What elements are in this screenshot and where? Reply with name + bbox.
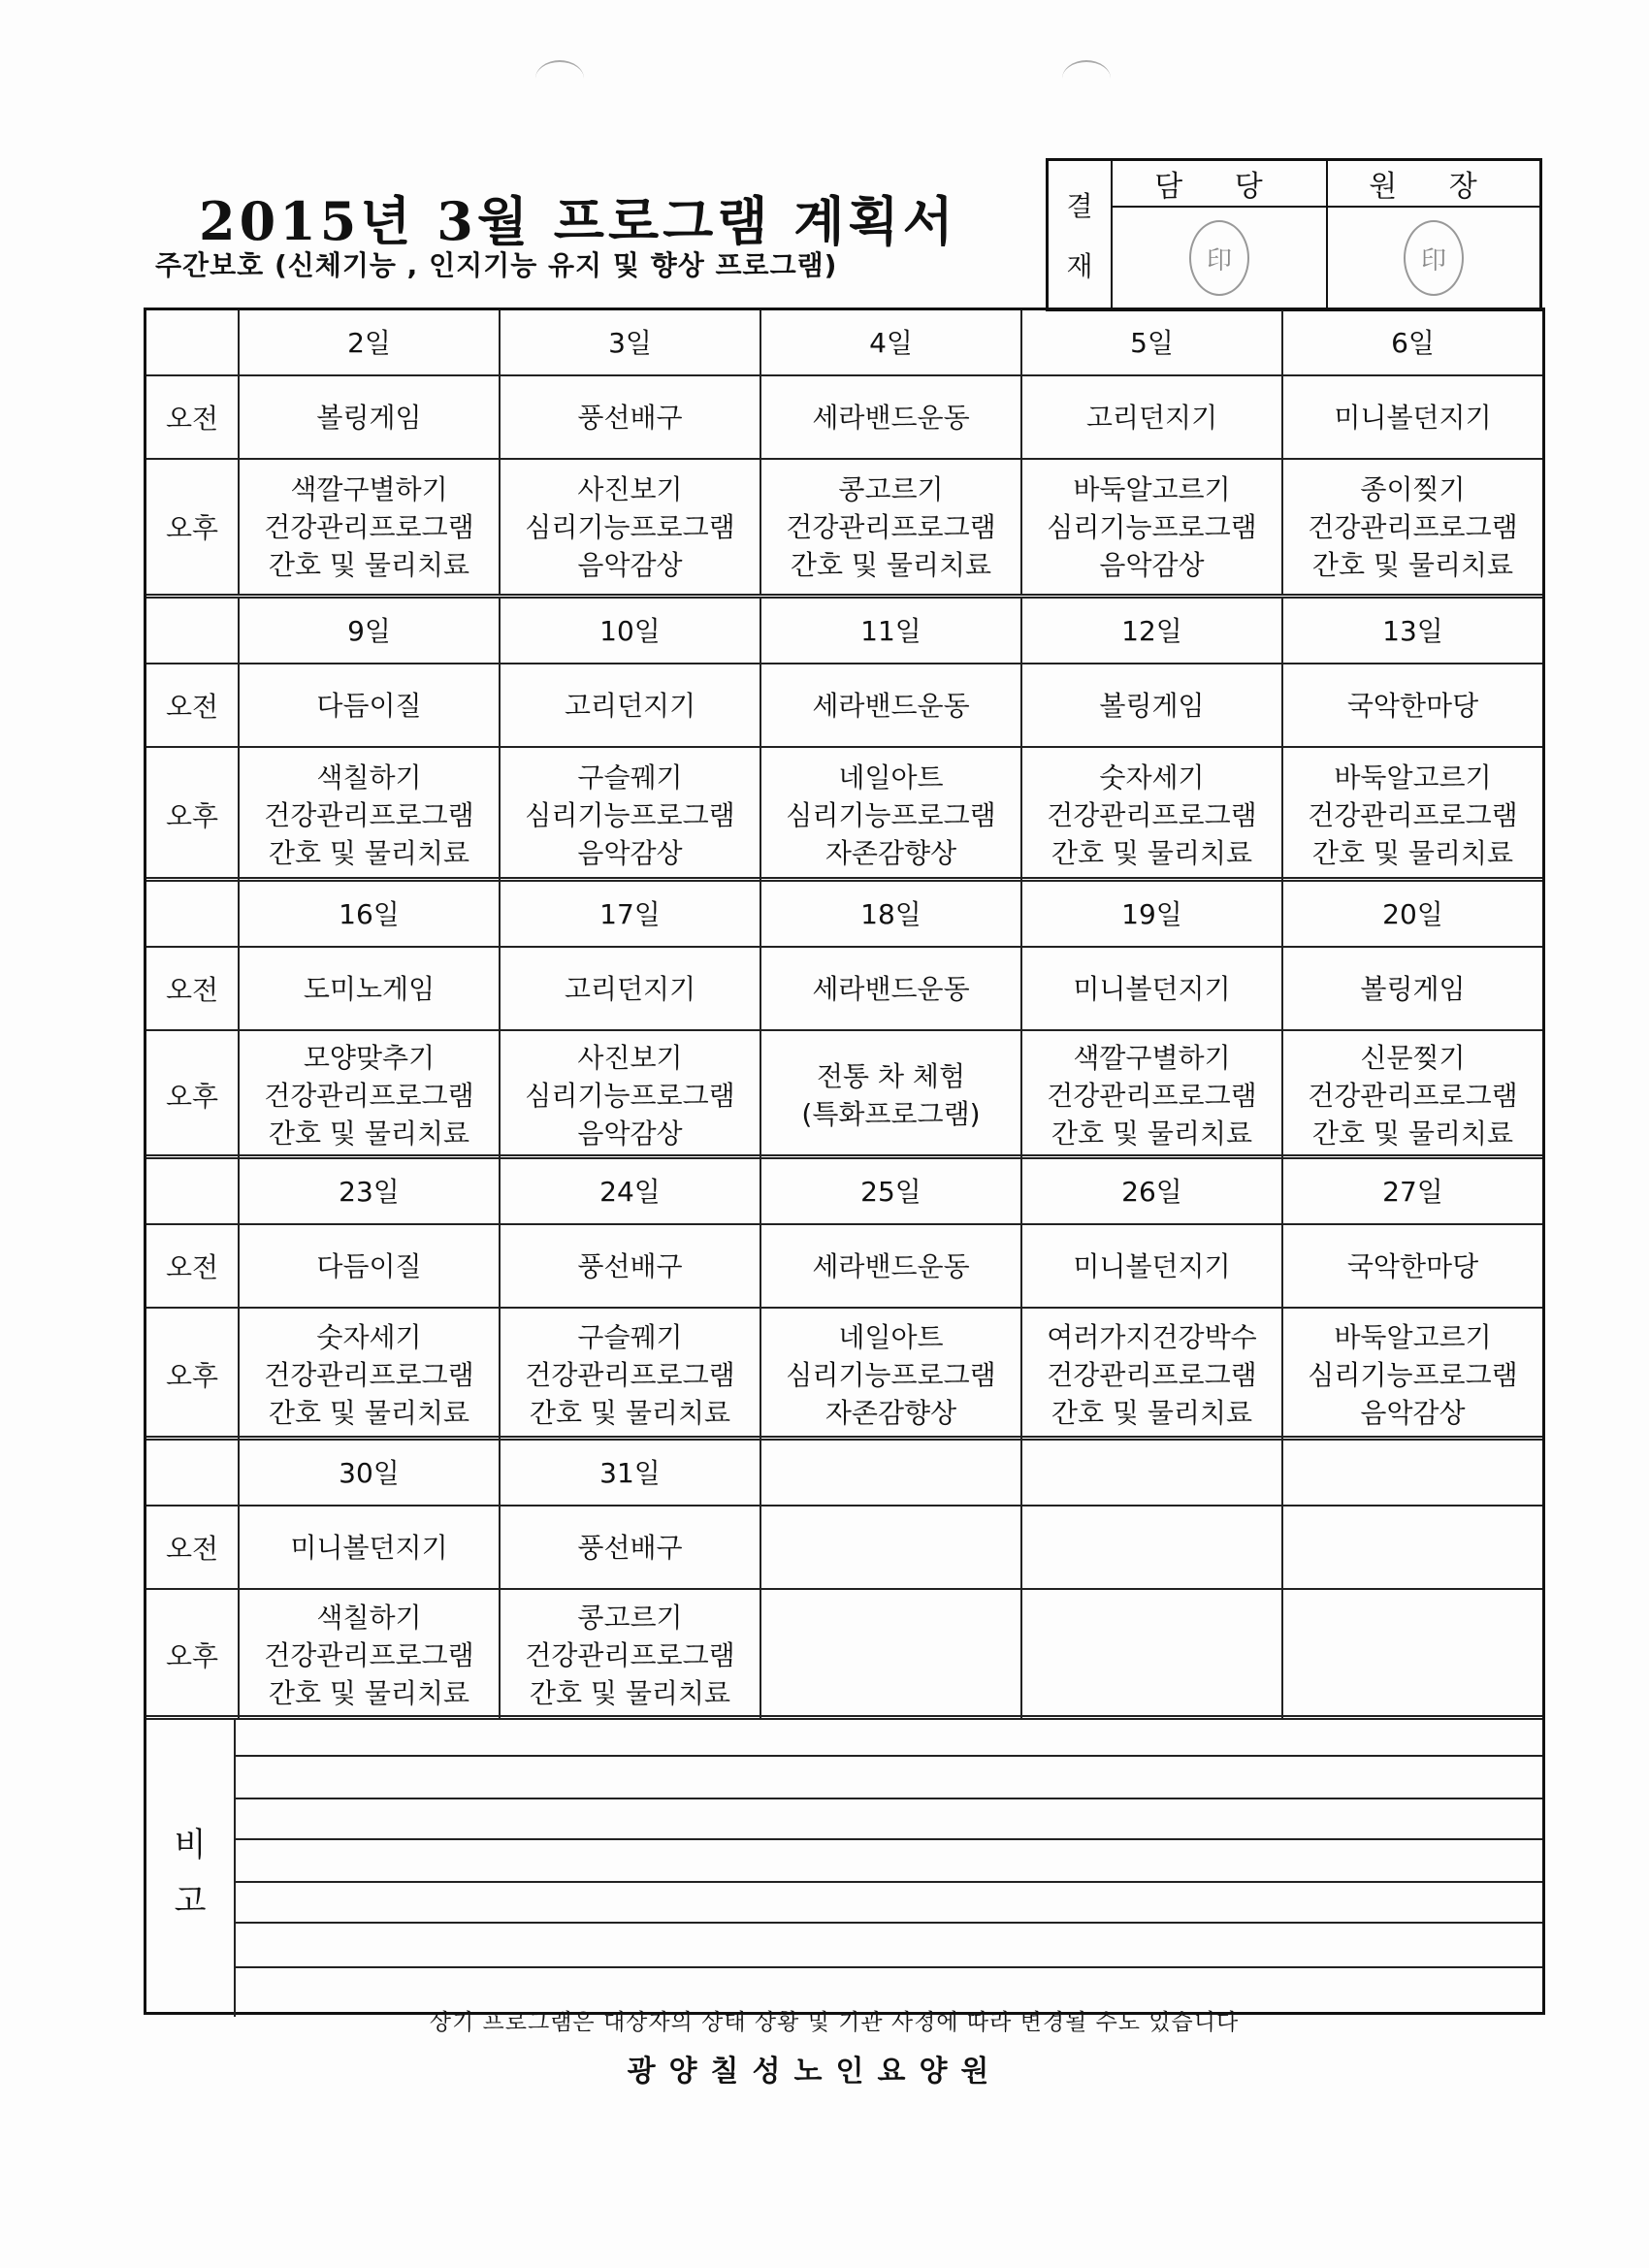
week-block <box>146 310 1542 594</box>
morning-label: 오전 <box>146 1225 240 1307</box>
program-line: 간호 및 물리치료 <box>529 1676 731 1709</box>
date-cell: 5일 <box>1022 310 1283 374</box>
afternoon-program-cell <box>1022 460 1283 594</box>
program-line: 사진보기 <box>577 472 683 505</box>
organization-name: 광양칠성노인요양원 <box>627 2055 1003 2089</box>
program-line: 바둑알고르기 <box>1073 472 1231 505</box>
page-subtitle: 주간보호 (신체기능 , 인지기능 유지 및 향상 프로그램) <box>155 249 838 281</box>
morning-program-cell: 미니볼던지기 <box>1022 1225 1283 1307</box>
morning-program-cell <box>761 1507 1022 1588</box>
afternoon-program-cell <box>1283 1031 1542 1159</box>
week-block <box>146 1154 1542 1441</box>
morning-program-cell: 볼링게임 <box>1360 972 1466 1005</box>
morning-program-cell: 세라밴드운동 <box>761 376 1022 458</box>
afternoon-label: 오후 <box>146 1031 240 1159</box>
afternoon-program-cell <box>761 460 1022 594</box>
program-line: 심리기능프로그램 <box>786 1358 996 1391</box>
afternoon-program-cell <box>1022 748 1283 882</box>
morning-program-cell: 미니볼던지기 <box>1334 401 1492 434</box>
remarks-lines <box>236 1720 1542 2017</box>
page-title: 2015년 3월 프로그램 계획서 <box>199 190 957 252</box>
date-cell: 26일 <box>1022 1159 1283 1223</box>
date-cell <box>1022 1441 1283 1505</box>
date-cell: 16일 <box>240 882 501 946</box>
program-line: 음악감상 <box>1099 548 1205 581</box>
date-cell: 19일 <box>1022 882 1283 946</box>
afternoon-row <box>146 1029 1542 1159</box>
afternoon-program-cell <box>240 1309 501 1441</box>
remarks-rule-line <box>236 1838 1542 1840</box>
afternoon-label: 오후 <box>146 460 240 594</box>
date-cell: 4일 <box>761 310 1022 374</box>
afternoon-program-cell <box>501 748 761 882</box>
program-line: 바둑알고르기 <box>1334 761 1492 794</box>
remarks-label-char: 고 <box>174 1882 207 1921</box>
date-cell: 17일 <box>501 882 761 946</box>
afternoon-program-cell <box>501 460 761 594</box>
program-line: 건강관리프로그램 <box>1047 1358 1257 1391</box>
blank-label-cell <box>146 310 240 374</box>
program-line: 건강관리프로그램 <box>525 1638 735 1671</box>
morning-label: 오전 <box>146 1507 240 1588</box>
date-cell <box>761 1441 1022 1505</box>
remarks-rule-line <box>236 1798 1542 1799</box>
afternoon-row <box>146 1588 1542 1720</box>
program-line: 자존감향상 <box>824 1396 957 1429</box>
program-line: 간호 및 물리치료 <box>268 548 470 581</box>
program-line: 숫자세기 <box>316 1320 422 1353</box>
program-line: 색칠하기 <box>316 761 422 794</box>
morning-program-cell: 볼링게임 <box>1022 664 1283 746</box>
afternoon-program-cell <box>761 1590 1022 1720</box>
program-line: 건강관리프로그램 <box>786 510 996 543</box>
date-cell: 31일 <box>501 1441 761 1505</box>
morning-program-cell: 볼링게임 <box>240 376 501 458</box>
program-line: 종이찢기 <box>1360 472 1466 505</box>
program-line: 건강관리프로그램 <box>264 798 474 831</box>
manager-seal-icon: 印 <box>1189 220 1249 296</box>
morning-program-cell: 도미노게임 <box>240 948 501 1029</box>
approval-director-stamp-cell <box>1326 208 1539 308</box>
footer-note: 상기 프로그램은 대상자의 상태 상황 및 기관 사정에 따라 변경될 수도 있습니다 <box>429 2010 1240 2035</box>
afternoon-program-cell <box>240 460 501 594</box>
remarks-section <box>146 1715 1542 2017</box>
program-line: 심리기능프로그램 <box>786 798 996 831</box>
schedule-table <box>144 308 1545 2015</box>
morning-program-cell: 풍선배구 <box>501 1507 761 1588</box>
program-line: 콩고르기 <box>577 1601 683 1634</box>
program-line: 간호 및 물리치료 <box>268 1396 470 1429</box>
program-line: 사진보기 <box>577 1041 683 1074</box>
program-line: 간호 및 물리치료 <box>1311 1117 1514 1150</box>
program-line: 심리기능프로그램 <box>525 510 735 543</box>
morning-program-cell: 세라밴드운동 <box>761 948 1022 1029</box>
afternoon-label: 오후 <box>146 1590 240 1720</box>
program-line: 건강관리프로그램 <box>1308 510 1518 543</box>
approval-col-director: 원 장 <box>1326 161 1539 208</box>
afternoon-row <box>146 1307 1542 1441</box>
morning-program-cell: 미니볼던지기 <box>240 1507 501 1588</box>
morning-program-cell: 세라밴드운동 <box>761 664 1022 746</box>
program-line: 구슬꿰기 <box>577 761 683 794</box>
program-line: 심리기능프로그램 <box>525 798 735 831</box>
approval-col-manager: 담 당 <box>1113 161 1326 208</box>
morning-row <box>146 1505 1542 1588</box>
program-line: 심리기능프로그램 <box>525 1079 735 1112</box>
date-cell: 3일 <box>501 310 761 374</box>
date-row <box>146 1441 1542 1505</box>
afternoon-program-cell <box>240 1590 501 1720</box>
remarks-rule-line <box>236 1755 1542 1757</box>
morning-program-cell: 고리던지기 <box>501 948 761 1029</box>
morning-program-cell: 국악한마당 <box>1346 689 1479 722</box>
afternoon-row <box>146 458 1542 594</box>
date-cell: 20일 <box>1382 897 1443 930</box>
punch-hole-left <box>535 60 584 97</box>
program-line: 간호 및 물리치료 <box>268 1676 470 1709</box>
morning-row <box>146 946 1542 1029</box>
afternoon-program-cell <box>1022 1309 1283 1441</box>
program-line: 건강관리프로그램 <box>264 1358 474 1391</box>
program-line: 네일아트 <box>838 761 944 794</box>
program-line: 간호 및 물리치료 <box>529 1396 731 1429</box>
date-cell: 10일 <box>501 599 761 663</box>
approval-box <box>1046 158 1542 311</box>
punch-hole-right <box>1062 60 1111 97</box>
blank-label-cell <box>146 882 240 946</box>
morning-program-cell: 세라밴드운동 <box>761 1225 1022 1307</box>
afternoon-program-cell <box>1283 460 1542 594</box>
date-cell: 9일 <box>240 599 501 663</box>
afternoon-program-cell <box>761 1031 1022 1159</box>
program-line: 간호 및 물리치료 <box>1051 1117 1253 1150</box>
morning-label: 오전 <box>146 664 240 746</box>
blank-label-cell <box>146 599 240 663</box>
program-line: 심리기능프로그램 <box>1047 510 1257 543</box>
afternoon-program-cell <box>1283 1590 1542 1720</box>
week-block <box>146 1436 1542 1720</box>
afternoon-program-cell <box>1022 1590 1283 1720</box>
date-row <box>146 1159 1542 1223</box>
remarks-label <box>146 1720 236 2017</box>
date-cell: 13일 <box>1382 614 1443 647</box>
program-line: 숫자세기 <box>1099 761 1205 794</box>
program-line: 음악감상 <box>577 548 683 581</box>
date-cell: 27일 <box>1382 1175 1443 1208</box>
week-block <box>146 877 1542 1159</box>
program-line: 색칠하기 <box>316 1601 422 1634</box>
morning-label: 오전 <box>146 376 240 458</box>
program-line: 건강관리프로그램 <box>1047 1079 1257 1112</box>
program-line: 건강관리프로그램 <box>1308 1079 1518 1112</box>
program-line: 건강관리프로그램 <box>264 510 474 543</box>
program-line: 여러가지건강박수 <box>1047 1320 1257 1353</box>
approval-side-label <box>1049 161 1113 308</box>
date-row <box>146 599 1542 663</box>
program-line: 건강관리프로그램 <box>264 1638 474 1671</box>
afternoon-label: 오후 <box>146 748 240 882</box>
program-line: (특화프로그램) <box>801 1098 981 1130</box>
date-cell: 18일 <box>761 882 1022 946</box>
program-line: 심리기능프로그램 <box>1308 1358 1518 1391</box>
program-line: 건강관리프로그램 <box>1047 798 1257 831</box>
program-line: 모양맞추기 <box>303 1041 436 1074</box>
afternoon-program-cell <box>1283 1309 1542 1441</box>
date-cell: 23일 <box>240 1159 501 1223</box>
afternoon-program-cell <box>240 1031 501 1159</box>
morning-program-cell: 미니볼던지기 <box>1022 948 1283 1029</box>
program-line: 간호 및 물리치료 <box>790 548 992 581</box>
afternoon-program-cell <box>761 1309 1022 1441</box>
approval-manager-stamp-cell <box>1113 208 1326 308</box>
morning-program-cell: 고리던지기 <box>1022 376 1283 458</box>
program-line: 색깔구별하기 <box>290 472 448 505</box>
remarks-rule-line <box>236 1881 1542 1883</box>
program-line: 간호 및 물리치료 <box>1051 1396 1253 1429</box>
morning-program-cell <box>1283 1507 1542 1588</box>
blank-label-cell <box>146 1159 240 1223</box>
program-line: 음악감상 <box>1360 1396 1466 1429</box>
date-cell: 25일 <box>761 1159 1022 1223</box>
program-line: 네일아트 <box>838 1320 944 1353</box>
program-line: 건강관리프로그램 <box>525 1358 735 1391</box>
morning-row <box>146 374 1542 458</box>
date-row <box>146 882 1542 946</box>
morning-label: 오전 <box>146 948 240 1029</box>
program-line: 건강관리프로그램 <box>1308 798 1518 831</box>
afternoon-program-cell <box>1283 748 1542 882</box>
afternoon-program-cell <box>501 1031 761 1159</box>
morning-program-cell: 다듬이질 <box>240 1225 501 1307</box>
approval-side-top: 결 <box>1066 190 1093 222</box>
program-line: 간호 및 물리치료 <box>268 1117 470 1150</box>
program-line: 신문찢기 <box>1360 1041 1466 1074</box>
morning-row <box>146 1223 1542 1307</box>
date-cell <box>1283 1441 1542 1505</box>
morning-row <box>146 663 1542 746</box>
morning-program-cell: 다듬이질 <box>240 664 501 746</box>
program-line: 바둑알고르기 <box>1334 1320 1492 1353</box>
date-cell: 12일 <box>1022 599 1283 663</box>
morning-program-cell: 풍선배구 <box>501 376 761 458</box>
program-line: 음악감상 <box>577 1117 683 1150</box>
afternoon-program-cell <box>761 748 1022 882</box>
date-cell: 11일 <box>761 599 1022 663</box>
program-line: 간호 및 물리치료 <box>1311 836 1514 869</box>
afternoon-row <box>146 746 1542 882</box>
remarks-rule-line <box>236 1966 1542 1968</box>
date-cell: 6일 <box>1391 326 1435 359</box>
program-line: 색깔구별하기 <box>1073 1041 1231 1074</box>
morning-program-cell: 고리던지기 <box>501 664 761 746</box>
week-block <box>146 594 1542 882</box>
morning-program-cell: 풍선배구 <box>501 1225 761 1307</box>
blank-label-cell <box>146 1441 240 1505</box>
program-line: 건강관리프로그램 <box>264 1079 474 1112</box>
afternoon-program-cell <box>1022 1031 1283 1159</box>
program-line: 간호 및 물리치료 <box>268 836 470 869</box>
program-line: 간호 및 물리치료 <box>1311 548 1514 581</box>
remarks-rule-line <box>236 1922 1542 1924</box>
approval-side-bottom: 재 <box>1066 250 1093 282</box>
program-line: 음악감상 <box>577 836 683 869</box>
morning-program-cell: 국악한마당 <box>1346 1249 1479 1282</box>
morning-program-cell <box>1022 1507 1283 1588</box>
afternoon-program-cell <box>501 1309 761 1441</box>
program-line: 전통 차 체험 <box>816 1060 966 1092</box>
remarks-label-char: 비 <box>174 1826 207 1864</box>
program-line: 간호 및 물리치료 <box>1051 836 1253 869</box>
program-line: 구슬꿰기 <box>577 1320 683 1353</box>
afternoon-label: 오후 <box>146 1309 240 1441</box>
program-line: 자존감향상 <box>824 836 957 869</box>
date-cell: 24일 <box>501 1159 761 1223</box>
director-seal-icon: 印 <box>1404 220 1464 296</box>
date-cell: 2일 <box>240 310 501 374</box>
program-line: 콩고르기 <box>838 472 944 505</box>
afternoon-program-cell <box>240 748 501 882</box>
date-cell: 30일 <box>240 1441 501 1505</box>
date-row <box>146 310 1542 374</box>
afternoon-program-cell <box>501 1590 761 1720</box>
